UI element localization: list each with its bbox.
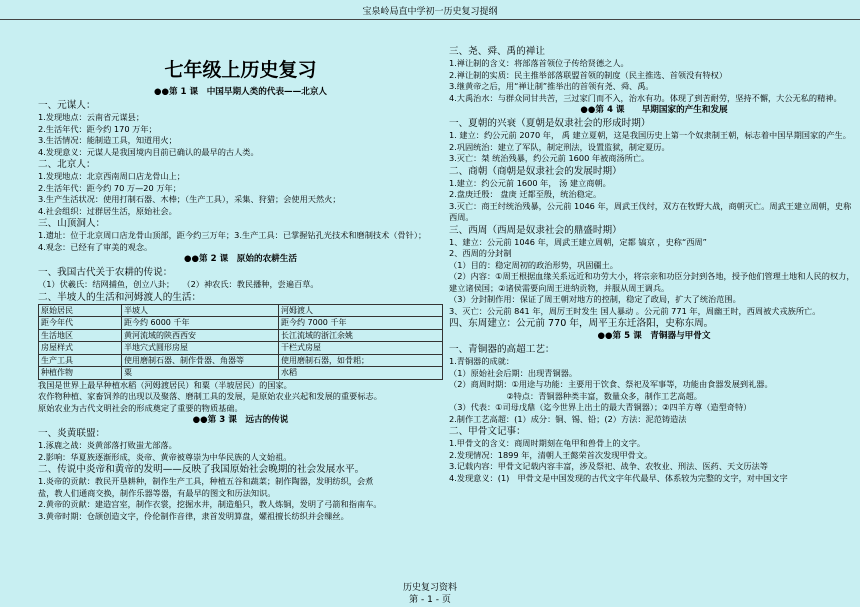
- text-line: 1.炎帝的贡献：教民开垦耕种，制作生产工具，种植五谷和蔬菜；制作陶器，发明纺织，会煮: [38, 476, 374, 486]
- text-line: 2.发现情况：1899 年，清朝人王懿荣首次发现甲骨文。: [449, 449, 653, 460]
- section-heading: 一、元谋人：: [38, 100, 96, 111]
- text-line: 3.生活情况：能制造工具，知道用火；: [38, 135, 177, 145]
- text-line: 1.发现地点：云南省元谋县；: [38, 112, 145, 122]
- text-line: 3.灭亡：桀 统治残暴，约公元前 1600 年被商汤所亡。: [449, 153, 650, 163]
- table-cell: 黄河流域的陕西西安: [122, 329, 279, 342]
- text-line: 农作物种植、家畜饲养的出现以及聚落、磨制工具的发展，是原始农业兴起和发展的重要标志。: [38, 391, 382, 401]
- text-line: 4.发现意义：(1) 甲骨文是中国发现的古代文字年代最早、体系较为完整的文字，对中国文字: [449, 472, 788, 483]
- text-line: 4.社会组织：过群居生活，原始社会。: [38, 205, 177, 216]
- table-cell: 距今约 6000 千年: [122, 317, 279, 330]
- section-heading: 二、半坡人的生活和河姆渡人的生活：: [38, 291, 202, 303]
- text-line: 1.建立：约公元前 1600 年， 汤 建立商朝。: [449, 177, 611, 188]
- page-title: 七年级上历史复习: [164, 59, 317, 81]
- text-line: 2、西周的分封制: [449, 248, 512, 258]
- table-cell: 粟: [122, 367, 279, 380]
- text-paragraph: 1. 建立：约公元前 2070 年， 禹 建立夏朝，这是我国历史上第一个奴隶制王朝，标志着中国早期国家的产生。: [449, 130, 851, 140]
- text-paragraph: （2）内容：①周王根据血缘关系远近和功劳大小，将宗亲和功臣分封到各地，授予他们管理土地和人民的权力，建立诸侯国；②诸侯需要向周王进纳贡物，并服从周王调兵。: [449, 271, 855, 293]
- table-cell: 生活地区: [39, 329, 122, 342]
- text-line: （3）代表：①司母戊鼎（迄今世界上出土的最大青铜器）；②四羊方尊（造型奇特）: [449, 402, 752, 412]
- section-heading: 一、夏朝的兴衰（夏朝是奴隶社会的形成时期）: [449, 118, 651, 129]
- text-paragraph: 1.遗址：位于北京周口店龙骨山顶部，距今约三万年；3.生产工具：已掌握钻孔光技术和磨制技术（骨针）；: [38, 230, 427, 240]
- comparison-table: [38, 304, 443, 380]
- text-line: 原始农业为古代文明社会的形成奠定了重要的物质基础。: [38, 402, 243, 413]
- table-cell: 半地穴式圆形房屋: [122, 342, 279, 355]
- section-heading: 一、青铜器的高超工艺：: [449, 344, 555, 355]
- left-column: [38, 42, 443, 522]
- text-line: 1.青铜器的成就：: [449, 356, 515, 366]
- table-cell: 长江流域的浙江余姚: [279, 329, 443, 342]
- section-heading: 二、传说中炎帝和黄帝的发明——反映了我国原始社会晚期的社会发展水平。: [38, 464, 365, 475]
- table-cell: 原始居民: [39, 304, 122, 317]
- table-cell: 干栏式房屋: [279, 342, 443, 355]
- table-row: [39, 354, 443, 367]
- lesson-1-heading: ●●第 1 课 中国早期人类的代表——北京人: [153, 87, 328, 97]
- text-line: 3.生产生活状况：使用打制石器、木棒；（生产工具），采集、狩猎；会使用天然火；: [38, 194, 341, 204]
- text-line: （1）原始社会后期：出现青铜器。: [449, 367, 578, 378]
- text-line: 1.甲骨文的含义：商周时期刻在龟甲和兽骨上的文字。: [449, 438, 646, 448]
- text-line: 1.涿鹿之战：炎黄部落打败蚩尤部落。: [38, 440, 177, 450]
- section-heading: 三、西周（西周是奴隶社会的鼎盛时期）: [449, 224, 622, 236]
- text-line: 3.记载内容：甲骨文记载内容丰富，涉及祭祀、战争、农牧业、刑法、医药、天文历法等: [449, 461, 768, 471]
- lesson-4-heading: ●●第 4 课 早期国家的产生和发展: [580, 105, 728, 115]
- text-line: 2.黄帝的贡献：建造宫室，制作衣裳，挖掘水井，制造船只，教人炼铜，发明了弓箭和指南车。: [38, 499, 382, 509]
- page-footer: [0, 582, 860, 606]
- section-heading: 三、尧、舜、禹的禅让: [449, 46, 545, 57]
- text-line: （1）目的：稳定周初的政治形势，巩固疆土。: [449, 259, 618, 270]
- right-column: [449, 45, 859, 484]
- section-heading: 三、山顶洞人：: [38, 218, 106, 229]
- lesson-2-heading: ●●第 2 课 原始的农耕生活: [184, 254, 297, 264]
- table-row: [39, 367, 443, 380]
- section-heading: 二、甲骨文记事：: [449, 426, 526, 437]
- section-heading: 四、东周建立：公元前 770 年，周平王东迁洛阳，史称东周。: [449, 318, 714, 329]
- page-number: 第 - 1 - 页: [409, 595, 451, 605]
- text-line: 2.禅让制的实质：民主推举部落联盟首领的制度（民主推选、首领没有特权）: [449, 69, 728, 80]
- text-line: 1.发现地点：北京西南周口店龙骨山上；: [38, 171, 185, 181]
- table-cell: 距今约 7000 千年: [279, 317, 443, 330]
- text-line: 1、建立：公元前 1046 年，周武王建立周朝，定都 镐京 ，史称“西周”: [449, 236, 707, 247]
- text-line: （2）商周时期：①用途与功能：主要用于饮食、祭祀及军事等，功能由食器发展到礼器。: [449, 379, 773, 389]
- text-line: （1）伏羲氏：结网捕鱼，创立八卦； （2）神农氏：教民播种，尝遍百草。: [38, 279, 319, 289]
- text-line: 2.制作工艺高超：(1）成分：铜、锡、铅；(2）方法：泥范铸造法: [449, 413, 687, 424]
- table-row: [39, 317, 443, 330]
- text-line: 3.继黄帝之后，用“禅让制”推举出的首领有尧、舜、禹。: [449, 81, 654, 91]
- table-cell: 使用磨制石器，如骨耜；: [279, 354, 443, 367]
- table-row: [39, 329, 443, 342]
- text-line: 1.禅让制的含义：将部落首领位子传给贤德之人。: [449, 58, 629, 68]
- table-cell: 水稻: [279, 367, 443, 380]
- table-cell: 半坡人: [122, 304, 279, 317]
- text-paragraph: 3.灭亡：商王纣统治残暴，公元前 1046 年，周武王伐纣，双方在牧野大战，商朝灭亡。周武王建立周朝，史称西周。: [449, 200, 852, 222]
- text-line: 2.生活年代：距今约 70 万—20 万年；: [38, 182, 181, 193]
- text-line: 4.观念：已经有了审美的观念。: [38, 241, 153, 252]
- text-line: 盐，教人们通商交换，制作乐器等器，有最早的图文和历法知识。: [38, 487, 276, 498]
- text-line: （3）分封制作用：保证了周王朝对地方的控制，稳定了政局，扩大了统治范围。: [449, 294, 741, 304]
- table-cell: 距今年代: [39, 317, 122, 330]
- table-cell: 房屋样式: [39, 342, 122, 355]
- table-row: [39, 342, 443, 355]
- table-cell: 生产工具: [39, 354, 122, 367]
- section-heading: 一、炎黄联盟：: [38, 428, 106, 439]
- text-paragraph: 3、灭亡：公元前 841 年，周厉王时发生 国人暴动 。公元前 771 年，周幽王时，西周被犬戎族所亡。: [449, 305, 821, 316]
- table-cell: 河姆渡人: [279, 304, 443, 317]
- text-paragraph: 4.大禹治水：与群众同甘共苦，三过家门而不入，治水有功。体现了到苦耐劳，坚持不懈，大公无私的精神。: [449, 92, 842, 103]
- section-heading: 二、北京人：: [38, 159, 96, 170]
- text-line: 我国是世界上最早种植水稻（河姆渡居民）和粟（半坡居民）的国家。: [38, 379, 292, 390]
- text-line: 3.黄帝时期：仓颉创造文字，伶伦制作音律，隶首发明算盘，嫘祖擅长纺织并会缫丝。: [38, 510, 349, 521]
- text-line: 4.发现意义：元谋人是我国境内目前已确认的最早的古人类。: [38, 146, 259, 157]
- lesson-3-heading: ●●第 3 课 远古的传说: [192, 415, 289, 425]
- text-line: 2.巩固统治：建立了军队，制定刑法，设置监狱，制定夏历。: [449, 141, 670, 152]
- table-row: [39, 304, 443, 317]
- table-cell: 使用磨制石器、制作骨器、角器等: [122, 354, 279, 367]
- text-line: 2.影响：华夏族逐渐形成，炎帝、黄帝被尊崇为中华民族的人文始祖。: [38, 451, 292, 462]
- table-cell: 种植作物: [39, 367, 122, 380]
- text-line: ②特点：青铜器种类丰富，数量众多，制作工艺高超。: [449, 390, 702, 401]
- page-header: 宝泉岭局直中学初一历史复习提纲: [0, 0, 860, 20]
- text-line: 2.生活年代：距今约 170 万年；: [38, 123, 157, 134]
- section-heading: 二、商朝（商朝是奴隶社会的发展时期）: [449, 165, 622, 177]
- section-heading: 一、我国古代关于农耕的传说：: [38, 267, 173, 278]
- lesson-5-heading: ●●第 5 课 青铜器与甲骨文: [597, 331, 711, 341]
- footer-title: 历史复习资料: [402, 583, 457, 593]
- text-line: 2.盘庚迁殷： 盘庚 迁都至殷，统治稳定。: [449, 189, 602, 199]
